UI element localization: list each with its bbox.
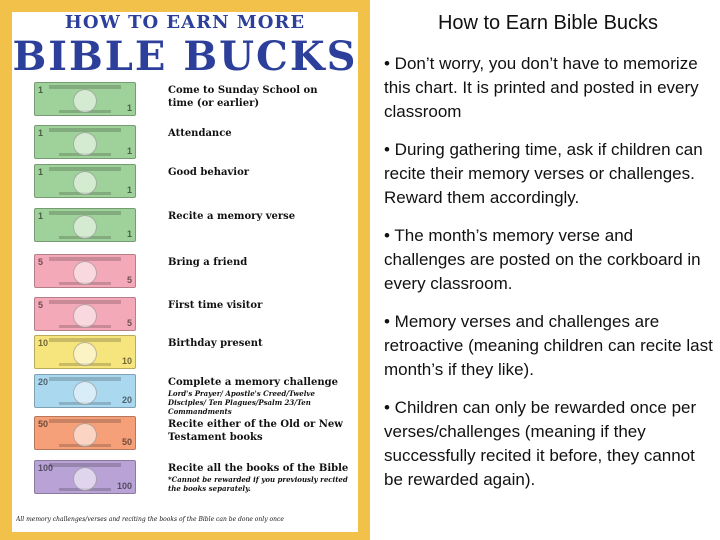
poster-footnote: All memory challenges/verses and reciting the books of the Bible can be done only once: [16, 516, 284, 523]
reward-label-text: Attendance: [168, 128, 232, 139]
bible-buck-bill-icon: [34, 416, 136, 450]
bible-buck-bill-icon: [34, 374, 136, 408]
bill-value: 5: [126, 318, 132, 328]
bullet-item: • During gathering time, ask if children can recite their memory verses or challenges. Reward them accordingly.: [384, 140, 703, 207]
slide-title: How to Earn Bible Bucks: [437, 12, 659, 34]
bullet-item: • Children can only be rewarded once per verses/challenges (meaning if they successfully recited it before, they cannot be rewarded again).: [384, 398, 697, 489]
bible-buck-bill-icon: [34, 297, 136, 331]
reward-label-text: Recite either of the Old or New Testament books: [168, 419, 343, 443]
bible-buck-bill-icon: [34, 125, 136, 159]
bible-buck-bill-icon: [34, 82, 136, 116]
bible-buck-bill-icon: [34, 208, 136, 242]
reward-label-text: Bring a friend: [168, 257, 248, 268]
bill-value: 1: [38, 85, 44, 95]
reward-label: [168, 84, 344, 110]
bill-value: 50: [38, 419, 49, 429]
poster-heading-big: BIBLE BUCKS: [12, 33, 358, 80]
reward-label-text: Birthday present: [168, 338, 263, 349]
reward-label: [168, 210, 354, 223]
reward-note: *Cannot be rewarded if you previously recited the books separately.: [168, 475, 348, 493]
reward-label: [168, 127, 354, 140]
slide-bullets: [384, 52, 714, 506]
reward-label-text: Recite all the books of the Bible: [168, 463, 349, 474]
poster-heading-small: HOW TO EARN MORE: [64, 12, 306, 33]
bill-value: 20: [38, 377, 49, 387]
bible-buck-bill-icon: [34, 164, 136, 198]
bill-value: 20: [121, 395, 132, 405]
reward-label-text: Come to Sunday School on time (or earlier): [168, 85, 318, 109]
reward-label: [168, 256, 354, 269]
bible-buck-bill-icon: [34, 335, 136, 369]
poster-panel: [12, 12, 358, 532]
reward-label-text: Good behavior: [168, 167, 250, 178]
reward-label-text: Recite a memory verse: [168, 211, 296, 222]
reward-label: [168, 337, 354, 350]
bill-value: 10: [38, 338, 49, 348]
bill-value: 1: [38, 128, 44, 138]
bill-value: 100: [116, 481, 132, 491]
bible-buck-bill-icon: [34, 254, 136, 288]
bill-value: 1: [38, 167, 44, 177]
bill-value: 100: [38, 463, 54, 473]
reward-label: [168, 299, 354, 312]
reward-label: [168, 166, 354, 179]
bible-buck-bill-icon: [34, 460, 136, 494]
reward-label-text: First time visitor: [168, 300, 263, 311]
reward-label: [168, 462, 354, 493]
reward-label: [168, 376, 354, 416]
reward-label-text: Complete a memory challenge: [168, 377, 338, 388]
bullet-item: • Don’t worry, you don’t have to memorize this chart. It is printed and posted in every classroom: [384, 54, 699, 121]
bill-value: 1: [126, 146, 132, 156]
bill-value: 5: [38, 300, 44, 310]
bill-value: 50: [121, 437, 132, 447]
bullet-item: • The month’s memory verse and challenges are posted on the corkboard in every classroom.: [384, 226, 701, 293]
bill-value: 1: [38, 211, 44, 221]
bullet-item: • Memory verses and challenges are retroactive (meaning children can recite last month’s if they like).: [384, 312, 713, 379]
bill-value: 1: [126, 185, 132, 195]
bill-value: 1: [126, 103, 132, 113]
bill-value: 5: [38, 257, 44, 267]
reward-note: Lord's Prayer/ Apostle's Creed/Twelve Disciples/ Ten Plagues/Psalm 23/Ten Commandments: [168, 389, 315, 416]
reward-label: [168, 418, 354, 444]
bill-value: 10: [121, 356, 132, 366]
bill-value: 1: [126, 229, 132, 239]
bill-value: 5: [126, 275, 132, 285]
